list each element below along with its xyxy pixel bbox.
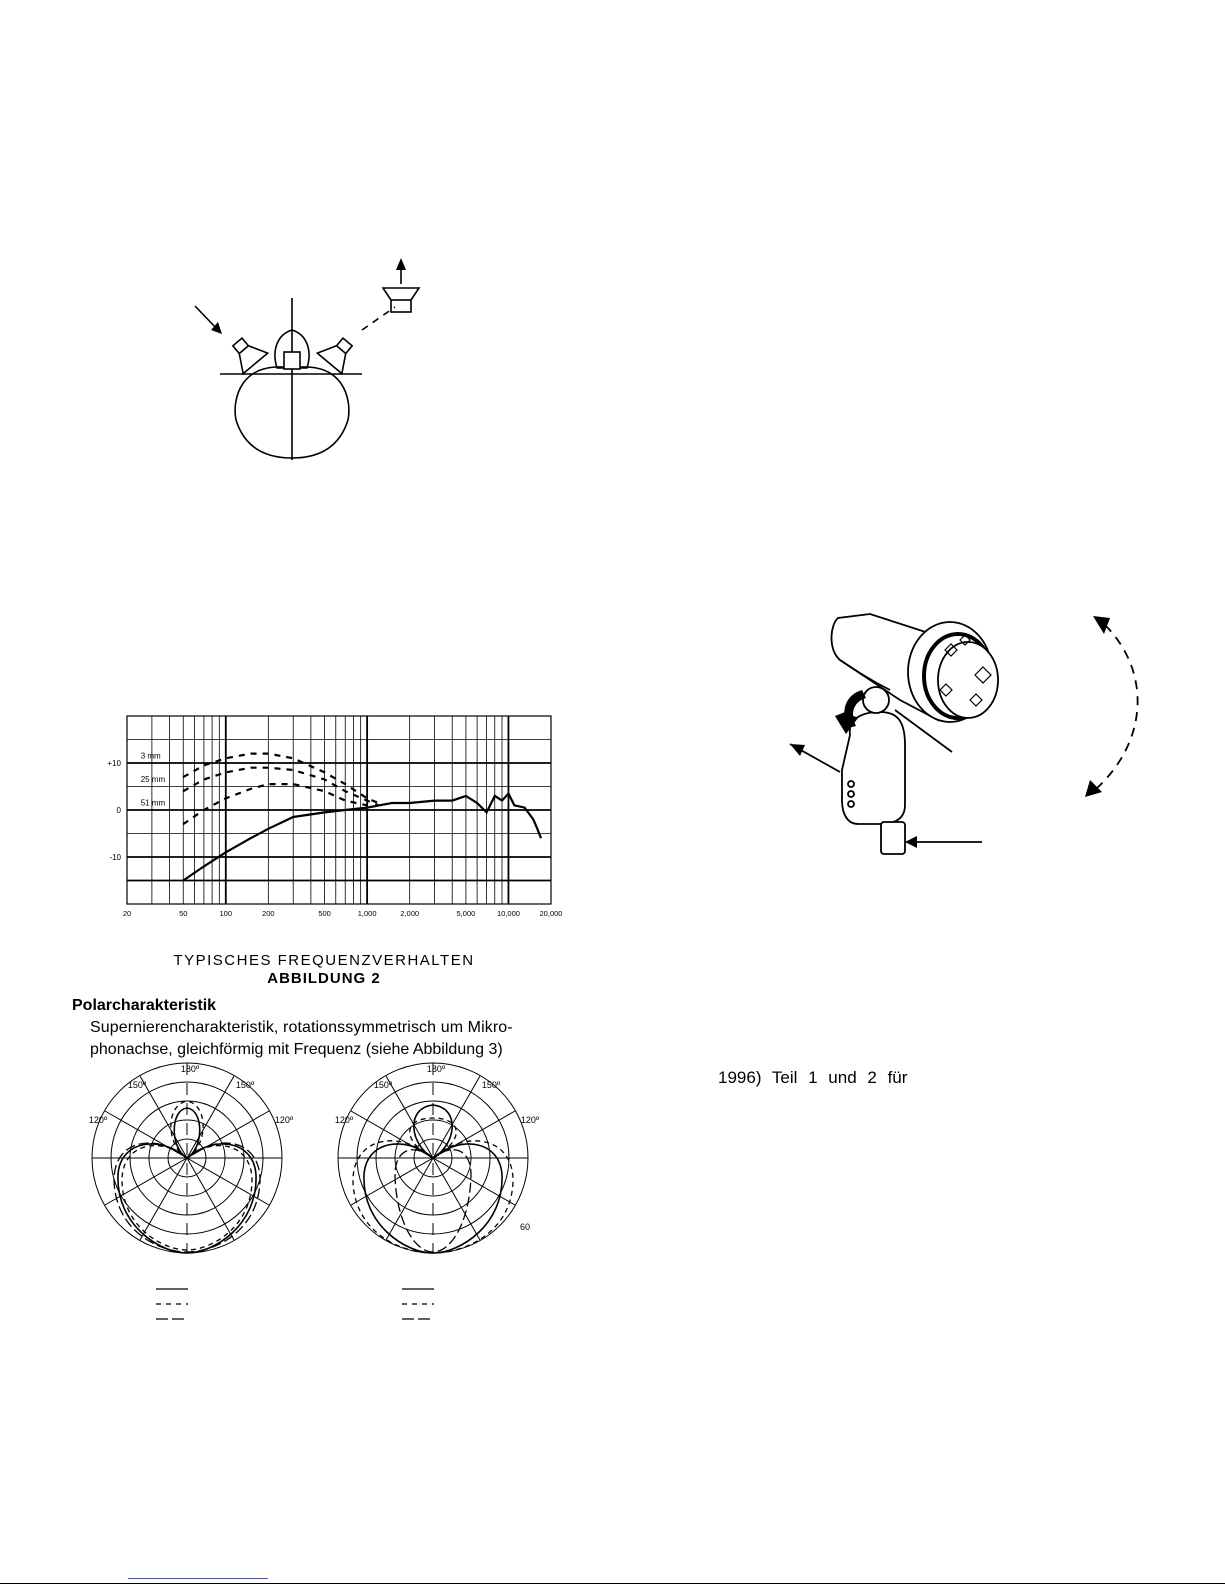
curve-label: 3 mm bbox=[140, 751, 161, 761]
figure-label: ABBILDUNG 2 bbox=[267, 970, 381, 987]
series-line-25-mm bbox=[183, 768, 378, 806]
chart-frame bbox=[127, 716, 551, 904]
polar-left-label-120-right: 120º bbox=[274, 1115, 294, 1125]
section-heading: Polarcharakteristik bbox=[72, 997, 217, 1014]
x-tick-label: 20 bbox=[122, 909, 132, 918]
x-tick-label: 2,000 bbox=[400, 909, 420, 918]
right-column-text: 1996) Teil 1 und 2 für bbox=[718, 1068, 908, 1087]
section-text-line-1: Supernierencharakteristik, rotationssymmetrisch um Mikro- bbox=[90, 1019, 513, 1036]
series-line-solid bbox=[183, 794, 541, 881]
x-tick-label: 5,000 bbox=[456, 909, 476, 918]
polar-left-label-180: 180º bbox=[180, 1064, 200, 1074]
series-line-3-mm bbox=[183, 754, 378, 803]
y-tick-label: -10 bbox=[109, 853, 121, 862]
polar-right-label-120-left: 120º bbox=[334, 1115, 354, 1125]
x-tick-label: 50 bbox=[179, 909, 188, 918]
polar-left-label-150-right: 150º bbox=[235, 1080, 255, 1090]
series-line-51-mm bbox=[183, 784, 367, 824]
x-tick-label: 100 bbox=[219, 909, 233, 918]
polar-right-label-120-right: 120º bbox=[520, 1115, 540, 1125]
polar-right-ring-label: 60 bbox=[519, 1222, 531, 1232]
y-tick-label: 0 bbox=[116, 806, 121, 815]
footer-rule bbox=[0, 1583, 1225, 1584]
chart-caption: TYPISCHES FREQUENZVERHALTEN bbox=[173, 952, 475, 969]
curve-label: 25 mm bbox=[140, 774, 166, 784]
x-tick-label: 20,000 bbox=[539, 909, 563, 918]
y-tick-label: +10 bbox=[107, 759, 121, 768]
x-tick-label: 1,000 bbox=[357, 909, 377, 918]
x-tick-label: 500 bbox=[318, 909, 331, 918]
curve-label: 51 mm bbox=[140, 798, 166, 808]
section-text-line-2: phonachse, gleichförmig mit Frequenz (siehe Abbildung 3) bbox=[90, 1041, 503, 1058]
polar-right-label-180: 180º bbox=[426, 1064, 446, 1074]
polar-right-label-150-right: 150º bbox=[481, 1080, 501, 1090]
polar-left-label-150-left: 150º bbox=[127, 1080, 147, 1090]
polar-right-label-150-left: 150º bbox=[373, 1080, 393, 1090]
x-tick-label: 200 bbox=[262, 909, 275, 918]
footer-link-underline[interactable] bbox=[128, 1578, 268, 1579]
x-tick-label: 10,000 bbox=[496, 909, 520, 918]
polar-left-label-120-left: 120º bbox=[88, 1115, 108, 1125]
